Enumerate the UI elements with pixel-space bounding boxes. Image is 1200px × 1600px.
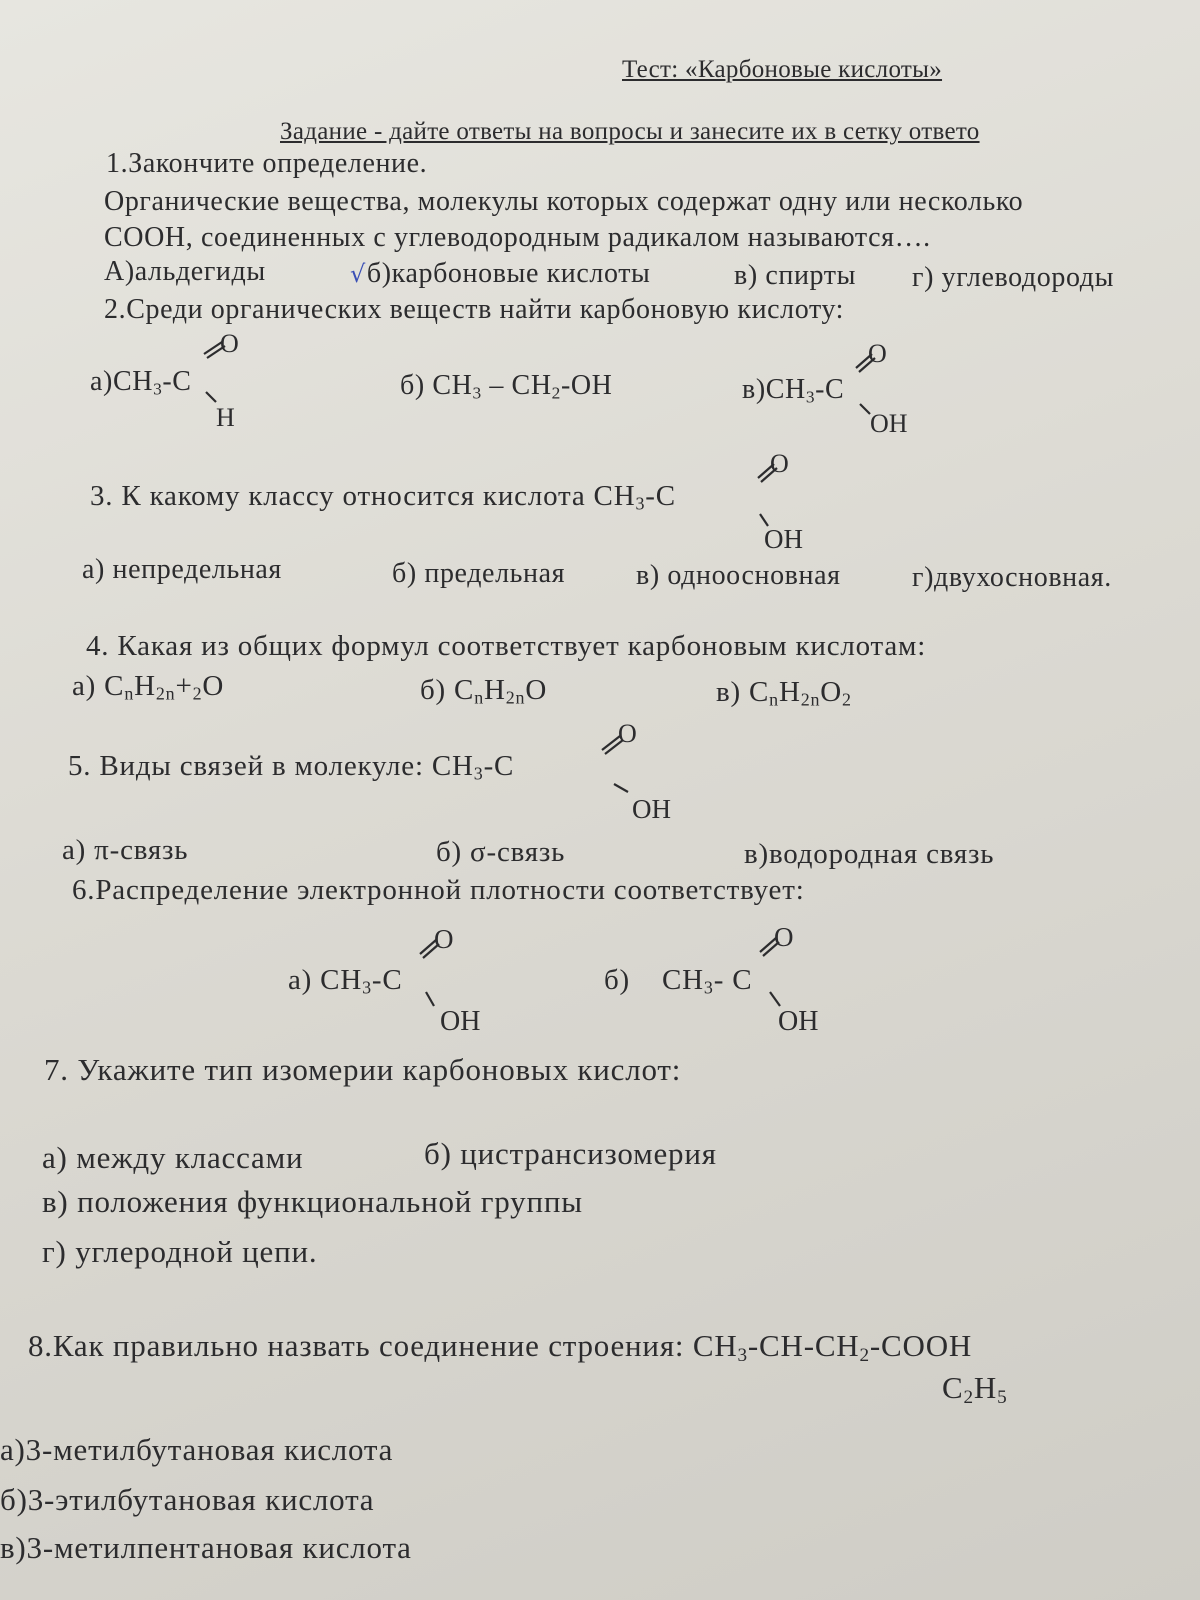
q6-heading: 6.Распределение электронной плотности соответствует: [72,874,805,906]
q5-option-b: б) σ-связь [436,836,566,868]
q4-option-b: б) $C_nH_{2n}O$ [420,674,548,708]
q5-heading: 5. Виды связей в молекуле: $CH_3-C$ [68,750,515,784]
q5-hydroxyl: OH [632,794,671,824]
q3-option-b: б) предельная [392,558,566,589]
q7-option-b: б) цистрансизомерия [424,1136,717,1171]
q6-b-hydroxyl: OH [778,1006,819,1037]
q2-option-c: $в)CH_3-C$ [742,374,845,407]
q5-oxygen: O [618,719,637,748]
q4-heading: 4. Какая из общих формул соответствует карбоновым кислотам: [86,630,927,662]
q6-option-b: $CH_3-$ C [662,964,753,998]
q2-c-oxygen: O [868,339,887,368]
q8-branch-ethyl: $C_2H_5$ [942,1370,1008,1408]
q3-option-c: в) одноосновная [636,560,841,591]
q6-a-bonds [414,914,514,1054]
q4-option-a: а) $C_nH_{2n}+_2O$ [72,670,225,704]
q6-a-oxygen: O [434,924,454,954]
q8-heading: 8.Как правильно назвать соединение строения: $CH_3-CH-CH_2$-COOH [28,1328,973,1366]
q3-bonds [750,440,830,560]
q6-b-oxygen: O [774,922,794,952]
q4-option-c: в) $C_nH_{2n}O_2$ [716,676,852,710]
q6-b-bonds [754,912,854,1052]
q8-option-b: б)3-этилбутановая кислота [0,1482,375,1517]
q5-option-a: а) π-связь [62,834,189,866]
q6-option-a: а) $CH_3-C$ [288,964,403,998]
q2-option-a: $а)CH_3-C$ [90,366,192,399]
q2-option-b: б) $CH_3 - CH_2-OH$ [400,370,613,403]
q7-option-d: г) углеродной цепи. [42,1234,318,1269]
page-title: Тест: «Карбоновые кислоты» [622,56,943,83]
q7-option-a: а) между классами [42,1140,304,1175]
q8-option-a: а)3-метилбутановая кислота [0,1432,394,1467]
q1-option-d: г) углеводороды [912,262,1114,293]
q2-c-hydroxyl: OH [870,409,908,438]
q6-option-b-label: б) [604,964,631,996]
q7-option-c: в) положения функциональной группы [42,1184,583,1219]
q5-option-c: в)водородная связь [744,838,995,870]
q1-heading: 1.Закончите определение. [106,148,428,179]
q6-a-hydroxyl: OH [440,1006,481,1037]
q2-a-hydrogen: H [216,403,235,432]
q2-heading: 2.Среди органических веществ найти карбоновую кислоту: [104,294,845,325]
q2-a-oxygen: O [220,329,239,358]
q1-text-line1: Органические вещества, молекулы которых содержат одну или несколько [104,186,1024,217]
q2-c-bonds [846,334,926,444]
q5-bonds [596,710,706,840]
q3-oxygen: O [770,449,789,478]
q1-option-b: √б)карбоновые кислоты [350,258,651,289]
q1-text-line2: COOH, соединенных с углеводородным радикалом называются…. [104,222,931,253]
check-mark-icon: √ [350,260,366,288]
q3-hydroxyl: OH [764,524,803,554]
q8-option-c: в)3-метилпентановая кислота [0,1530,412,1565]
q1-option-a: А)альдегиды [104,256,266,287]
q3-option-a: а) непредельная [82,554,282,585]
q3-heading: 3. К какому классу относится кислота $CH_3-C$ [90,480,676,514]
q3-option-d: г)двухосновная. [912,562,1112,593]
q7-heading: 7. Укажите тип изомерии карбоновых кислот: [44,1052,682,1087]
q1-option-c: в) спирты [734,260,857,291]
q2-a-bonds [196,330,256,430]
task-instruction: Задание - дайте ответы на вопросы и занесите их в сетку ответо [280,118,980,145]
